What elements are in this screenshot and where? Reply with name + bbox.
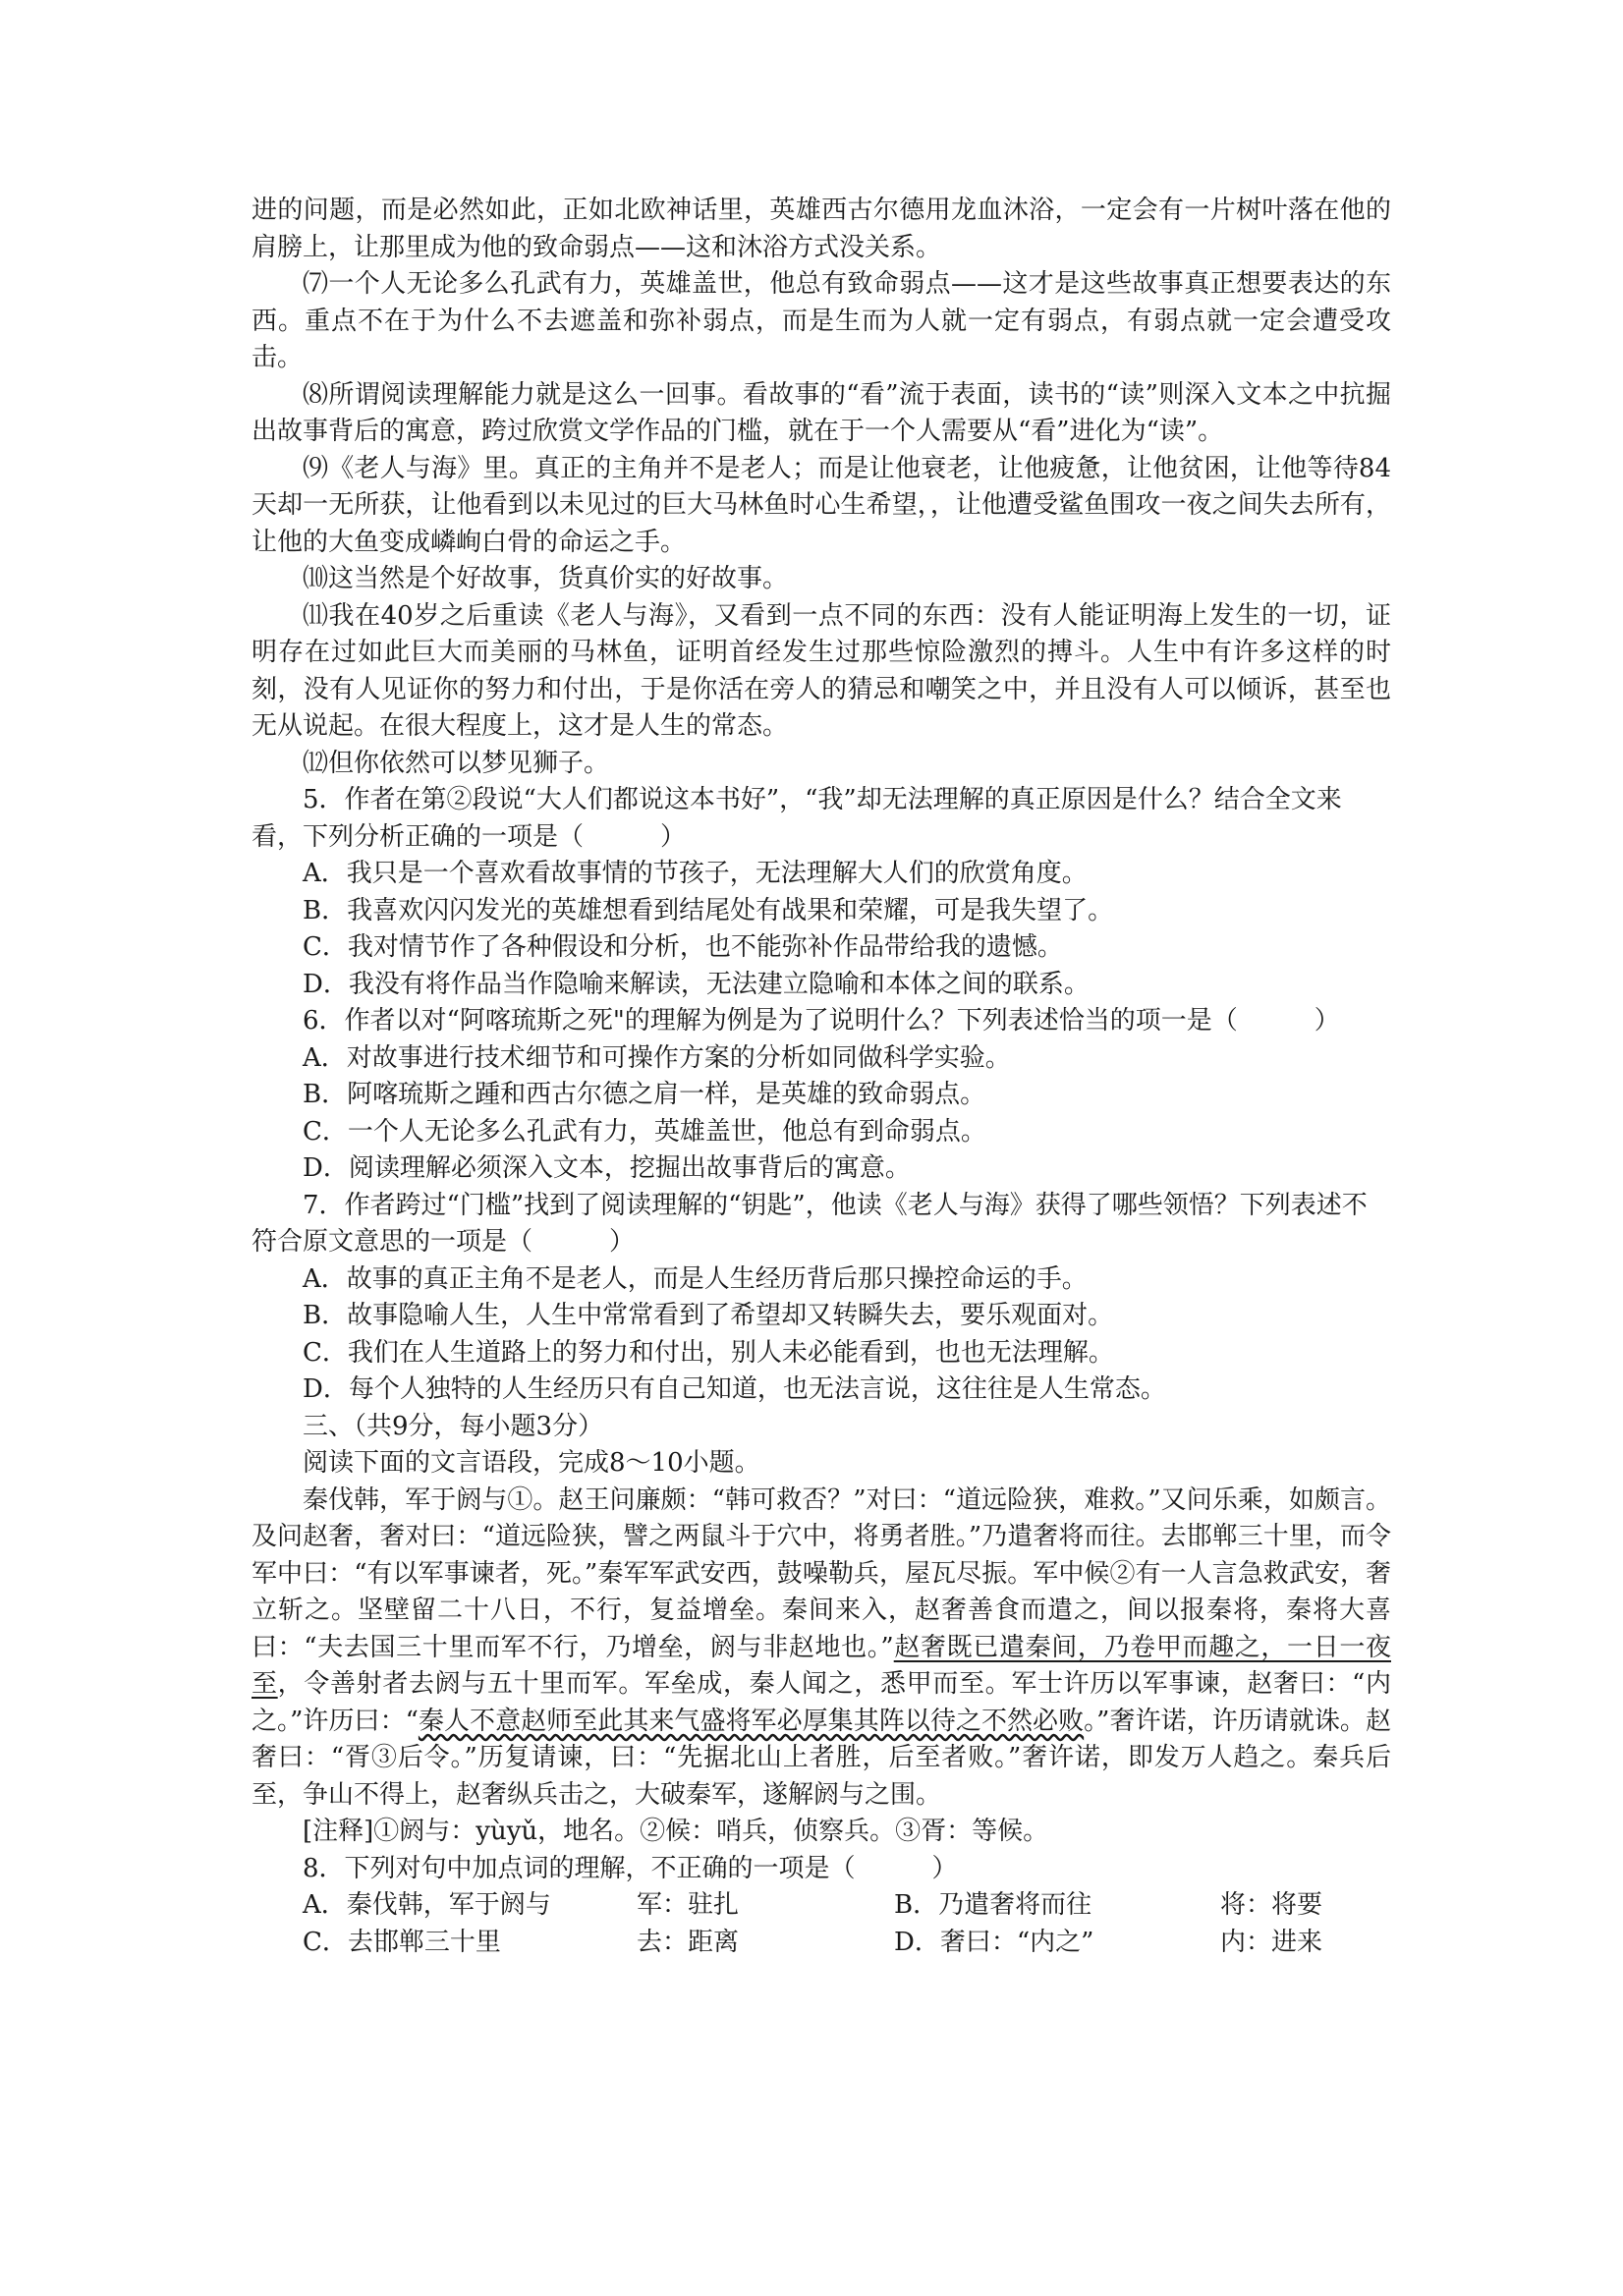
- question-6-option-c: C．一个人无论多么孔武有力，英雄盖世，他总有到命弱点。: [303, 1116, 986, 1147]
- question-5: [252, 782, 1391, 1003]
- question-8-row-1: [252, 1887, 1391, 1925]
- classical-text-part-3: ，令善射者去阏与五十里而军。军垒成，秦人闻之，悉甲而至。军士许历以军事谏，赵奢曰：“内之。”许历曰：“: [252, 1669, 1391, 1736]
- question-8-option-b-gloss: 将：将要: [1220, 1890, 1323, 1920]
- question-6: [252, 1003, 1391, 1188]
- annotation-notes: [注释]①阏与：yùyǔ，地名。②候：哨兵，侦察兵。③胥：等候。: [303, 1817, 1049, 1846]
- classical-text-part-5: 。”奢许诺，许历请就诛。赵奢曰：“胥③后令。”历复请谏，曰：“先据北山上者胜，后至者败。”奢许诺，即发万人趋之。秦兵后至，争山不得上，赵奢纵兵击之，大破秦军，遂解阏与之围。: [252, 1706, 1391, 1810]
- underlined-sentence: 赵奢既已遣秦间，乃卷甲而趣之，一日一夜至: [252, 1632, 1391, 1699]
- question-6-option-a: A．对故事进行技术细节和可操作方案的分析如同做科学实验。: [303, 1042, 1011, 1073]
- question-8-option-a-gloss: 军：驻扎: [637, 1890, 740, 1920]
- classical-chinese-passage: [252, 1483, 1391, 1815]
- question-5-option-c: C．我对情节作了各种假设和分析，也不能弥补作品带给我的遗憾。: [303, 932, 1063, 962]
- question-8: [252, 1851, 1391, 1962]
- passage-paragraph-12: ⑿但你依然可以梦见狮子。: [303, 748, 610, 778]
- question-7-stem: 7．作者跨过“门槛”找到了阅读理解的“钥匙”，他读《老人与海》获得了哪些领悟？下列表述不符合原文意思的一项是（ ）: [252, 1190, 1368, 1257]
- question-8-stem: 8．下列对句中加点词的理解，不正确的一项是（ ）: [303, 1853, 958, 1883]
- passage-paragraph-8: ⑻所谓阅读理解能力就是这么一回事。看故事的“看”流于表面，读书的“读”则深入文本之中抗掘出故事背后的寓意，跨过欣赏文学作品的门槛，就在于一个人需要从“看”进化为“读”。: [252, 379, 1391, 446]
- question-5-option-d: D．我没有将作品当作隐喻来解读，无法建立隐喻和本体之间的联系。: [303, 969, 1090, 999]
- question-8-option-d: D．奢曰：“内之”: [894, 1927, 1094, 1957]
- question-8-row-2: [252, 1925, 1391, 1962]
- question-6-option-b: B．阿喀琉斯之踵和西古尔德之肩一样，是英雄的致命弱点。: [303, 1080, 986, 1109]
- question-5-option-b: B．我喜欢闪闪发光的英雄想看到结尾处有战果和荣耀，可是我失望了。: [303, 895, 1114, 925]
- question-7-option-a: A．故事的真正主角不是老人，而是人生经历背后那只操控命运的手。: [303, 1263, 1088, 1294]
- question-8-option-a: A．秦伐韩，军于阏与: [303, 1890, 551, 1920]
- section-3-instruction: 阅读下面的文言语段，完成8～10小题。: [303, 1448, 760, 1478]
- question-7-option-c: C．我们在人生道路上的努力和付出，别人未必能看到，也也无法理解。: [303, 1337, 1114, 1368]
- question-8-option-c-gloss: 去：距离: [637, 1927, 740, 1957]
- section-3-heading: 三、（共9分，每小题3分）: [303, 1411, 604, 1441]
- question-6-stem: 6．作者以对“阿喀琉斯之死"的理解为例是为了说明什么？下列表述恰当的项一是（ ）: [303, 1006, 1340, 1036]
- passage-paragraph-6-tail: 进的问题，而是必然如此，正如北欧神话里，英雄西古尔德用龙血沐浴，一定会有一片树叶落在他的肩膀上，让那里成为他的致命弱点——这和沐浴方式没关系。: [252, 196, 1391, 262]
- question-8-option-d-gloss: 内：进来: [1220, 1927, 1323, 1957]
- question-7: [252, 1188, 1391, 1409]
- passage-paragraph-7: ⑺一个人无论多么孔武有力，英雄盖世，他总有致命弱点——这才是这些故事真正想要表达的东西。重点不在于为什么不去遮盖和弥补弱点，而是生而为人就一定有弱点，有弱点就一定会遭受攻击。: [252, 269, 1391, 372]
- passage-paragraph-9: ⑼《老人与海》里。真正的主角并不是老人；而是让他衰老，让他疲惫，让他贫困，让他等待84天却一无所获，让他看到以未见过的巨大马林鱼时心生希望，，让他遭受鲨鱼围攻一夜之间失去所有，让他的大鱼变成嶙峋白骨的命运之手。: [252, 453, 1391, 557]
- question-5-stem: 5．作者在第②段说“大人们都说这本书好”，“我”却无法理解的真正原因是什么？结合全文来看，下列分析正确的一项是（ ）: [252, 785, 1342, 852]
- classical-text-part-1: 秦伐韩，军于阏与①。赵王问廉颇：“韩可救否？”对曰：“道远险狭，难救。”又问乐乘，如颇言。及问赵奢，奢对曰：“道远险狭，譬之两鼠斗于穴中，将勇者胜。”乃遣奢将而往。去邯郸三十里，而令军中曰：“有以军事谏者，死。”秦军军武安西，鼓噪勒兵，屋瓦尽振。军中候②有一人言急救武安，奢立斩之。坚壁留二十八日，不行，复益增垒。秦间来入，赵奢善食而遣之，间以报秦将，秦将大喜曰：“夫去国三十里而军不行，乃增垒，阏与非赵地也。”: [252, 1484, 1391, 1662]
- question-7-option-d: D．每个人独特的人生经历只有自己知道，也无法言说，这往往是人生常态。: [303, 1374, 1166, 1404]
- passage-paragraph-10: ⑽这当然是个好故事，货真价实的好故事。: [303, 564, 789, 593]
- question-8-option-c: C．去邯郸三十里: [303, 1927, 501, 1957]
- question-7-option-b: B．故事隐喻人生，人生中常常看到了希望却又转瞬失去，要乐观面对。: [303, 1301, 1114, 1330]
- question-5-option-a: A．我只是一个喜欢看故事情的节孩子，无法理解大人们的欣赏角度。: [303, 859, 1088, 888]
- question-6-option-d: D．阅读理解必须深入文本，挖掘出故事背后的寓意。: [303, 1153, 911, 1183]
- passage-paragraph-11: ⑾我在40岁之后重读《老人与海》，又看到一点不同的东西：没有人能证明海上发生的一切，证明存在过如此巨大而美丽的马林鱼，证明首经发生过那些惊险激烈的搏斗。人生中有许多这样的时刻，没有人见证你的努力和付出，于是你活在旁人的猜忌和嘲笑之中，并且没有人可以倾诉，甚至也无从说起。在很大程度上，这才是人生的常态。: [252, 600, 1391, 741]
- question-8-option-b: B．乃遣奢将而往: [894, 1890, 1092, 1920]
- wavy-underlined-sentence: 秦人不意赵师至此其来气盛将军必厚集其阵以待之不然必败: [418, 1706, 1085, 1736]
- exam-page: [252, 193, 1391, 1961]
